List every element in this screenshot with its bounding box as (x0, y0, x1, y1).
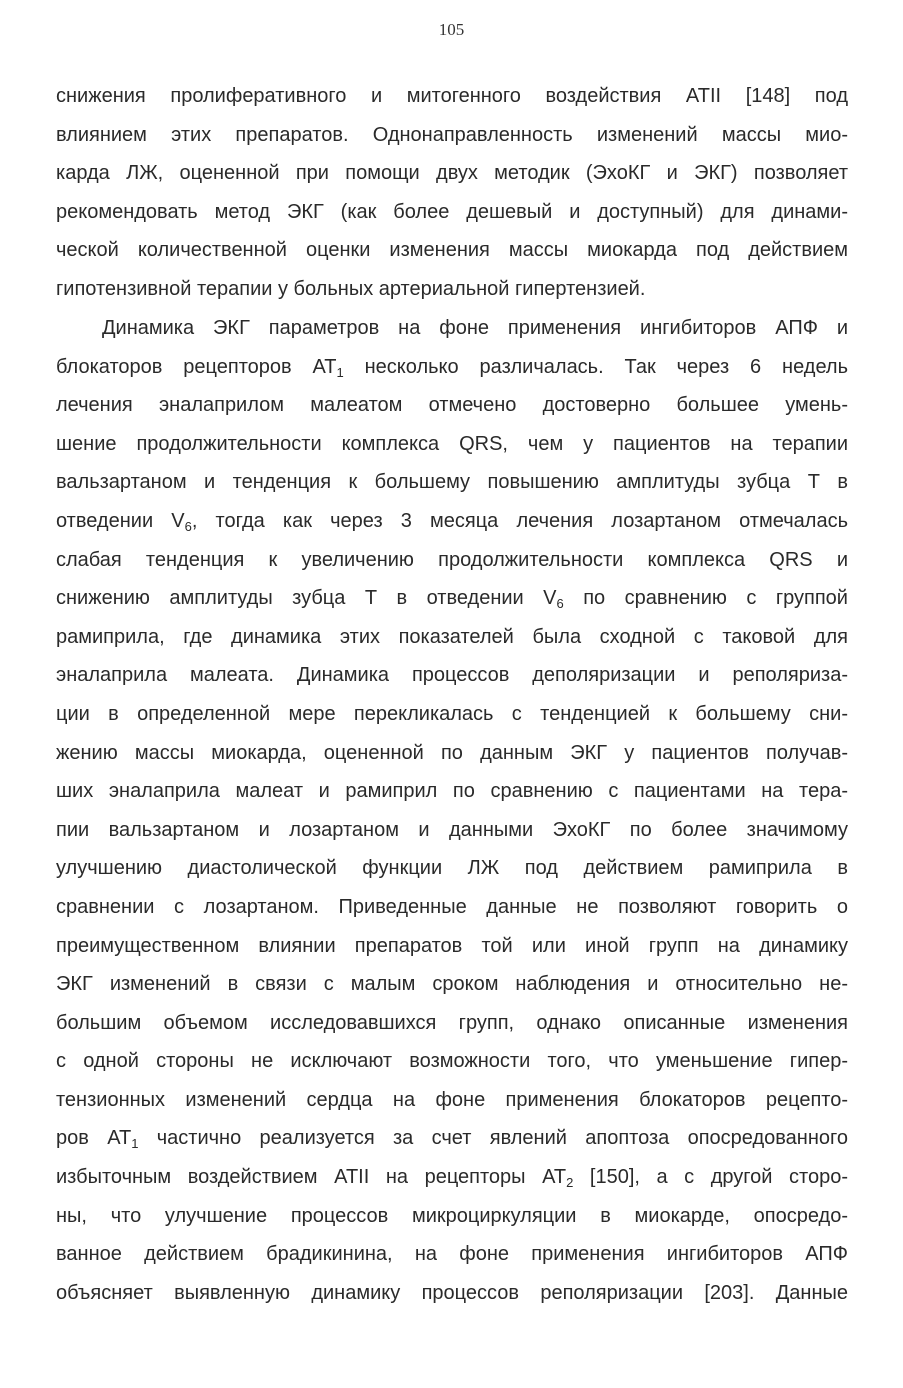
text-line: ческой количественной оценки изменения массы миокарда под действием (56, 239, 848, 262)
text-line: ших эналаприла малеат и рамиприл по сравнению с пациентами на тера- (56, 780, 848, 803)
text-line: слабая тенденция к увеличению продолжительности комплекса QRS и (56, 548, 848, 571)
text-line: большим объемом исследовавшихся групп, однако описанные изменения (56, 1011, 848, 1034)
paragraph-2 (56, 309, 848, 1312)
text-line (56, 1119, 848, 1158)
text-line: улучшению диастолической функции ЛЖ под действием рамиприла в (56, 857, 848, 880)
text-fragment: по сравнению с группой (563, 587, 848, 610)
text-line (56, 1158, 848, 1197)
text-fragment: отведении V (56, 509, 185, 532)
text-fragment: частично реализуется за счет явлений апоптоза опосредованного (138, 1127, 848, 1150)
subscript: 6 (556, 596, 564, 612)
text-line: с одной стороны не исключают возможности того, что уменьшение гипер- (56, 1050, 848, 1073)
text-line: Динамика ЭКГ параметров на фоне применения ингибиторов АПФ и (102, 317, 848, 339)
text-line (56, 502, 848, 541)
text-line (56, 348, 848, 387)
text-line: карда ЛЖ, оцененной при помощи двух методик (ЭхоКГ и ЭКГ) позволяет (56, 162, 848, 185)
text-line: рамиприла, где динамика этих показателей была сходной с таковой для (56, 625, 848, 648)
text-line: ЭКГ изменений в связи с малым сроком наблюдения и относительно не- (56, 973, 848, 996)
text-line: снижения пролиферативного и митогенного воздействия ATII [148] под (56, 85, 848, 107)
text-line: объясняет выявленную динамику процессов реполяризации [203]. Данные (56, 1281, 848, 1304)
text-fragment: снижению амплитуды зубца Т в отведении V (56, 587, 557, 610)
subscript: 6 (184, 518, 192, 534)
text-line: рекомендовать метод ЭКГ (как более дешевый и доступный) для динами- (56, 200, 848, 223)
paragraph-1 (56, 77, 848, 309)
text-line: вальзартаном и тенденция к большему повышению амплитуды зубца Т в (56, 471, 848, 494)
text-line: ны, что улучшение процессов микроциркуляции в миокарде, опосредо- (56, 1204, 848, 1227)
text-line: ции в определенной мере перекликалась с тенденцией к большему сни- (56, 702, 848, 725)
text-line: гипотензивной терапии у больных артериальной гипертензией. (56, 277, 646, 300)
text-line: сравнении с лозартаном. Приведенные данные не позволяют говорить о (56, 895, 848, 918)
text-line: жению массы миокарда, оцененной по данным ЭКГ у пациентов получав- (56, 741, 848, 764)
text-line: лечения эналаприлом малеатом отмечено достоверно большее умень- (56, 394, 848, 417)
text-fragment: [150], а с другой сторо- (573, 1166, 848, 1189)
text-fragment: , тогда как через 3 месяца лечения лозартаном отмечалась (191, 509, 848, 532)
text-fragment: ров АТ (56, 1127, 132, 1150)
text-fragment: несколько различалась. Так через 6 недель (343, 355, 848, 378)
subscript: 1 (131, 1136, 139, 1152)
text-line: пии вальзартаном и лозартаном и данными ЭхоКГ по более значимому (56, 818, 848, 841)
text-line (56, 579, 848, 618)
text-line: ванное действием брадикинина, на фоне применения ингибиторов АПФ (56, 1243, 848, 1266)
subscript: 1 (336, 364, 344, 380)
text-line: эналаприла малеата. Динамика процессов деполяризации и реполяриза- (56, 664, 848, 687)
text-line: преимущественном влиянии препаратов той или иной групп на динамику (56, 934, 848, 957)
subscript: 2 (566, 1175, 574, 1191)
text-fragment: блокаторов рецепторов АТ (56, 355, 337, 378)
text-line: шение продолжительности комплекса QRS, чем у пациентов на терапии (56, 432, 848, 455)
text-fragment: избыточным воздействием ATII на рецепторы АТ (56, 1166, 567, 1189)
text-line: тензионных изменений сердца на фоне применения блокаторов рецепто- (56, 1088, 848, 1111)
page-number: 105 (438, 20, 465, 39)
text-line: влиянием этих препаратов. Однонаправленность изменений массы мио- (56, 123, 848, 146)
